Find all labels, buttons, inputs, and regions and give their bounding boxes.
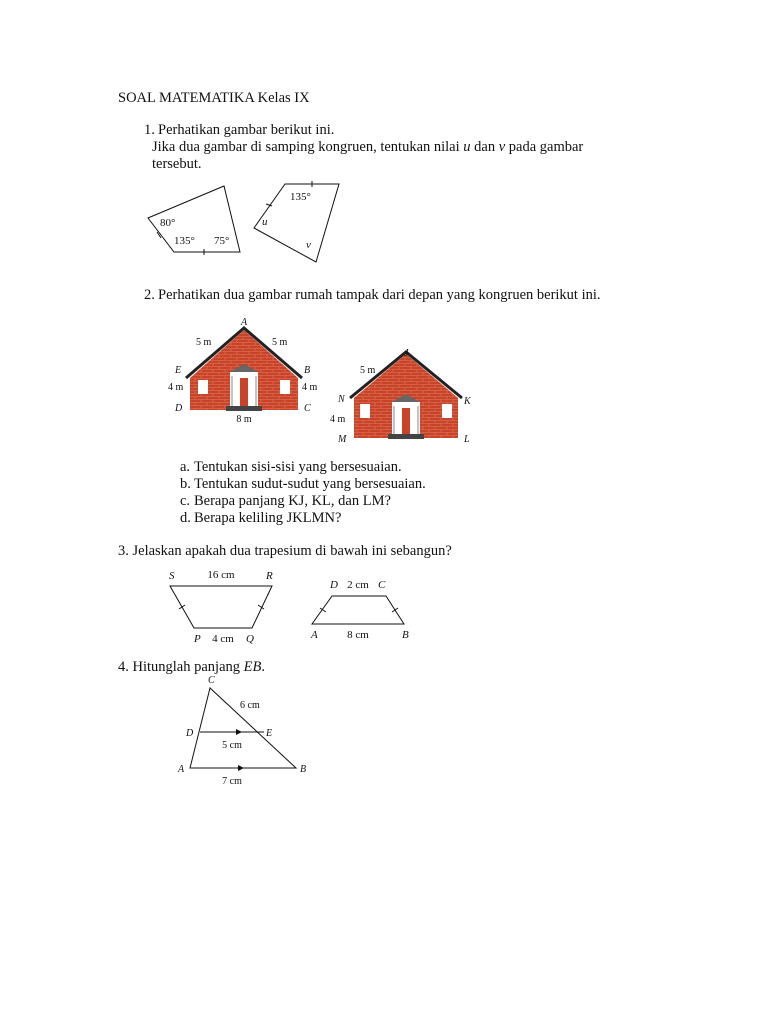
house-2-label-K: K <box>464 396 471 407</box>
trapezoid-1-shape <box>170 586 272 628</box>
house-2-door <box>402 408 410 436</box>
parallel-arrow-AB <box>238 765 244 771</box>
trapezoid-1-tick-left <box>179 605 185 609</box>
left-angle-135: 135° <box>174 235 195 247</box>
q4-triangle-figure <box>172 674 322 792</box>
tri-label-B: B <box>300 764 307 775</box>
house-2-label-N: N <box>338 394 345 405</box>
house-2-label-M: M <box>338 434 347 445</box>
house-2-window-left <box>360 404 370 418</box>
house-1-roof-left-length: 5 m <box>196 337 212 348</box>
q4-text-var: EB <box>243 659 262 675</box>
house-2-label-J: J <box>404 348 409 359</box>
q2-item-b-text: Tentukan sudut-sudut yang bersesuaian. <box>194 476 426 492</box>
parallel-arrow-DE <box>236 729 242 735</box>
q2-item-c-text: Berapa panjang KJ, KL, dan LM? <box>194 493 391 509</box>
house-1-door <box>240 378 248 408</box>
house-2-steps <box>388 434 424 439</box>
q1-line2 <box>152 139 583 156</box>
q2-number: 2. <box>144 287 155 303</box>
trapezoid-2-tick-right <box>392 608 398 612</box>
q2-item-a-label: a. <box>180 459 191 475</box>
trap1-label-S: S <box>169 570 175 582</box>
page-title: SOAL MATEMATIKA Kelas IX <box>118 90 310 106</box>
house-1-label-D: D <box>175 403 183 414</box>
house-1-steps <box>226 406 262 411</box>
trap2-label-A: A <box>311 629 318 641</box>
q1-line2-a: Jika dua gambar di samping kongruen, tentukan nilai <box>152 139 460 155</box>
tri-length-AB: 7 cm <box>222 776 242 787</box>
q2-item-b-label: b. <box>180 476 191 492</box>
house-1-wall-right-length: 4 m <box>302 382 318 393</box>
q4-text-b: . <box>261 659 265 675</box>
left-angle-80: 80° <box>160 217 176 229</box>
q1-var-u: u <box>463 139 471 155</box>
trap2-label-B: B <box>402 629 409 641</box>
q2-houses-figure <box>168 312 488 450</box>
q1-line3: tersebut. <box>152 156 202 172</box>
q1-var-v: v <box>498 139 506 155</box>
q2-item-d-text: Berapa keliling JKLMN? <box>194 510 342 526</box>
house-1-window-right <box>280 380 290 394</box>
house-2-window-right <box>442 404 452 418</box>
trap1-label-P: P <box>194 633 201 645</box>
tri-length-DE: 5 cm <box>222 740 242 751</box>
q1-line2-c: pada gambar <box>508 139 584 155</box>
house-1-label-B: B <box>304 365 311 376</box>
trapezoid-2 <box>312 596 404 624</box>
q1-quadrilaterals-figure <box>140 176 360 266</box>
left-angle-75: 75° <box>214 235 230 247</box>
trap2-label-D: D <box>330 579 338 591</box>
house-2-roof-length: 5 m <box>360 365 376 376</box>
trapezoid-2-shape <box>312 596 404 624</box>
right-label-u: u <box>262 216 268 228</box>
tri-label-D: D <box>186 728 194 739</box>
right-angle-135: 135° <box>290 191 311 203</box>
trapezoid-1 <box>170 586 272 628</box>
q2-item-a-text: Tentukan sisi-sisi yang bersesuaian. <box>194 459 402 475</box>
house-1-roof-right-length: 5 m <box>272 337 288 348</box>
trap1-label-Q: Q <box>246 633 254 645</box>
house-2-wall-length: 4 m <box>330 414 346 425</box>
house-1-label-C: C <box>304 403 311 414</box>
q2-item-d-label: d. <box>180 510 191 526</box>
right-label-v: v <box>306 239 311 251</box>
tri-label-C: C <box>208 675 215 686</box>
tri-label-E: E <box>266 728 273 739</box>
house-1-base-length: 8 m <box>236 414 252 425</box>
house-1-label-A: A <box>240 317 248 328</box>
q3-trapezoids-figure <box>160 564 420 648</box>
q1-number: 1. <box>144 122 155 138</box>
trap1-label-R: R <box>266 570 273 582</box>
trap1-bottom-length: 4 cm <box>212 633 234 645</box>
house-1-label-E: E <box>175 365 182 376</box>
house-1-window-left <box>198 380 208 394</box>
q2-text: Perhatikan dua gambar rumah tampak dari depan yang kongruen berikut ini. <box>158 287 601 303</box>
tri-length-CE: 6 cm <box>240 700 260 711</box>
trap2-label-C: C <box>378 579 386 591</box>
q4-text-a: 4. Hitunglah panjang <box>118 659 241 675</box>
tri-label-A: A <box>178 764 185 775</box>
trap1-top-length: 16 cm <box>207 569 235 581</box>
house-1-wall-left-length: 4 m <box>168 382 184 393</box>
house-2-label-L: L <box>464 434 470 445</box>
trap2-top-length: 2 cm <box>347 579 369 591</box>
q2-item-c-label: c. <box>180 493 191 509</box>
q1-line2-b: dan <box>474 139 496 155</box>
q1-line1: Perhatikan gambar berikut ini. <box>158 122 335 138</box>
q3-text: 3. Jelaskan apakah dua trapesium di bawah ini sebangun? <box>118 543 452 559</box>
trap2-bottom-length: 8 cm <box>347 629 369 641</box>
